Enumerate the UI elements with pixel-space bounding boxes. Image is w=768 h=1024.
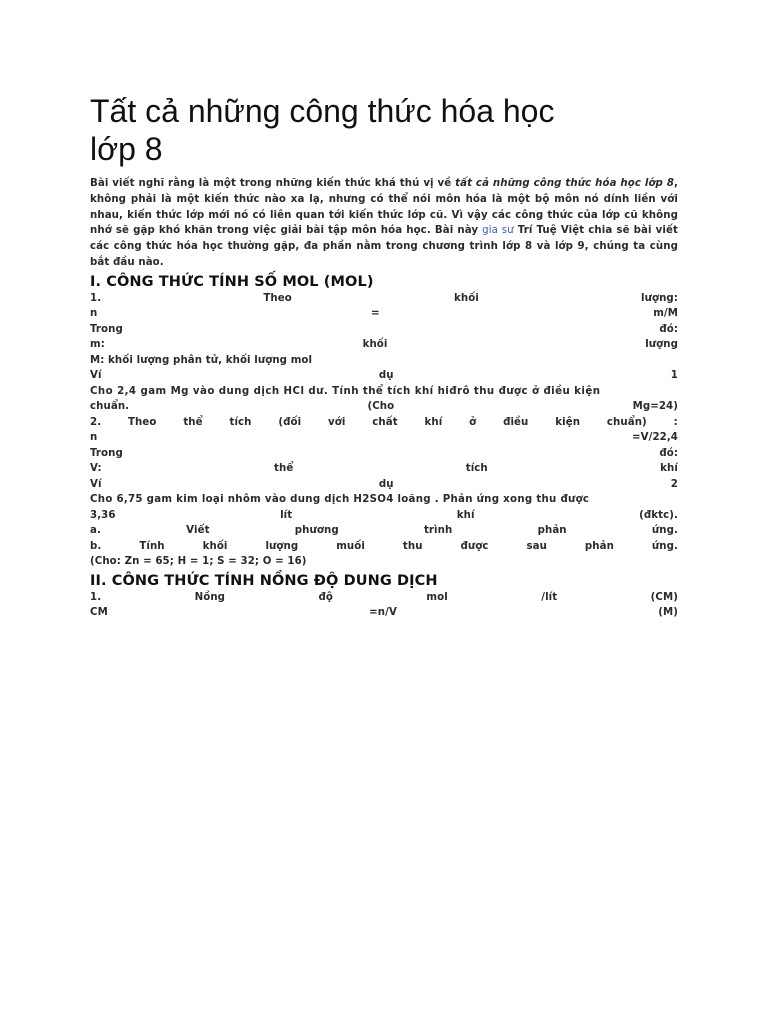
- intro-text-1: Bài viết nghĩ rằng là một trong những kiến thức khá thú vị về: [90, 178, 456, 189]
- formula-row: Ví dụ 2: [90, 478, 678, 490]
- intro-text-3: Trí Tuệ Việt chia sẽ bài viết các công thức hóa học thường gặp, đa phần nằm trong chương trình lớp 8 và lớp 9, chúng ta cùng bắt đầu nào.: [90, 225, 678, 268]
- formula-row: 1. Nồng độ mol /lít (CM): [90, 591, 678, 603]
- formula-row: b. Tính khối lượng muối thu được sau phản ứng.: [90, 540, 678, 552]
- formula-row: Trong đó:: [90, 323, 678, 335]
- title-line-2: lớp 8: [90, 131, 163, 167]
- formula-row: 2. Theo thể tích (đối với chất khí ở điều kiện chuẩn) :: [90, 416, 678, 428]
- section-1-heading: I. CÔNG THỨC TÍNH SỐ MOL (MOL): [90, 273, 374, 290]
- formula-row: 3,36 lít khí (đktc).: [90, 509, 678, 521]
- formula-row: m: khối lượng: [90, 339, 678, 351]
- text-line: (Cho: Zn = 65; H = 1; S = 32; O = 16): [90, 556, 307, 568]
- formula-row: n = m/M: [90, 308, 678, 320]
- article-body: [90, 176, 678, 621]
- page-title: [90, 92, 678, 168]
- document-page: [90, 92, 678, 621]
- formula-row: a. Viết phương trình phản ứng.: [90, 525, 678, 537]
- formula-row: CM =n/V (M): [90, 607, 678, 619]
- tutor-link[interactable]: gia sư: [482, 225, 514, 237]
- text-line: Cho 2,4 gam Mg vào dung dịch HCl dư. Tính thể tích khí hiđrô thu được ở điều kiện: [90, 385, 601, 397]
- intro-text-2: , không phải là một kiến thức nào xa lạ, nhưng có thể nói môn hóa là một bộ môn nó dính liền với nhau, kiến thức lớp mới nó có liên quan tới kiến thức lớp cũ. Vì vậy các công thức của lớp cũ không nhớ sẽ gặp khó khăn trong việc giải bài tập môn hóa học. Bài này: [90, 178, 678, 237]
- text-line: Cho 6,75 gam kim loại nhôm vào dung dịch H2SO4 loãng . Phản ứng xong thu được: [90, 494, 590, 506]
- formula-row: chuẩn. (Cho Mg=24): [90, 401, 678, 413]
- formula-row: 1. Theo khối lượng:: [90, 292, 678, 304]
- formula-row: Trong đó:: [90, 447, 678, 459]
- formula-row: Ví dụ 1: [90, 370, 678, 382]
- intro-emphasis: tất cả những công thức hóa học lớp 8: [455, 178, 675, 189]
- title-line-1: Tất cả những công thức hóa học: [90, 93, 555, 129]
- formula-row: V: thể tích khí: [90, 463, 678, 475]
- intro-paragraph: [90, 176, 678, 271]
- text-line: M: khối lượng phân tử, khối lượng mol: [90, 354, 313, 366]
- formula-row: n =V/22,4: [90, 432, 678, 444]
- section-2-heading: II. CÔNG THỨC TÍNH NỒNG ĐỘ DUNG DỊCH: [90, 572, 438, 589]
